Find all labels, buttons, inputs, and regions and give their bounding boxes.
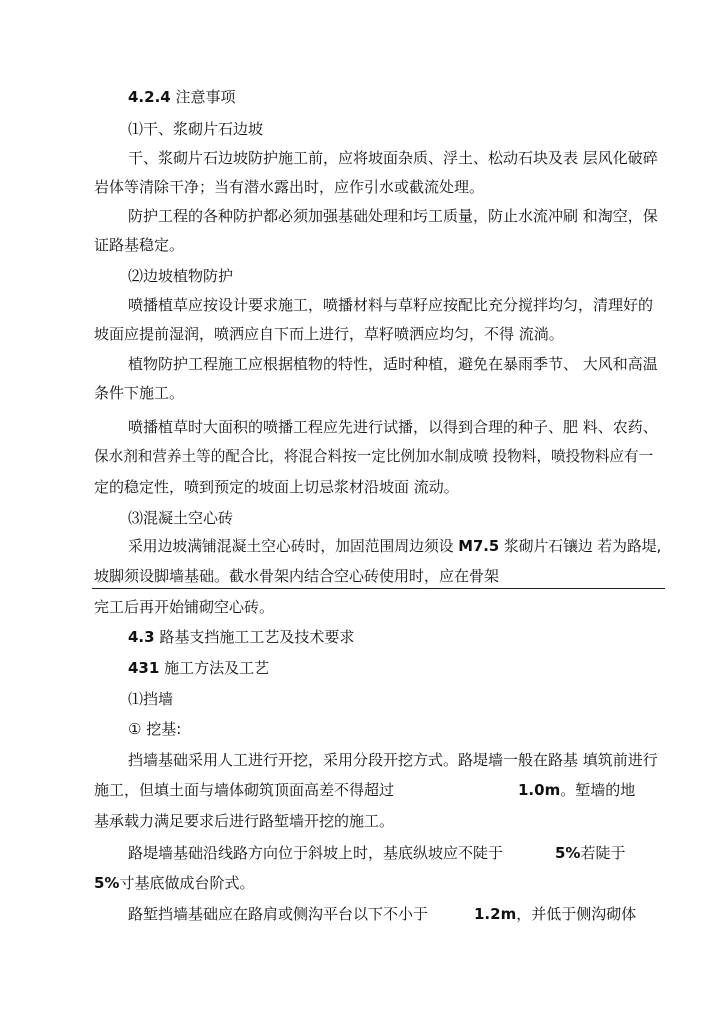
- paragraph-line: [555, 843, 625, 863]
- heading-4-3-1: [128, 658, 269, 678]
- section-title-3: ⑶混凝土空心砖: [128, 509, 234, 527]
- paragraph-line: 干、浆砌片石边坡防护施工前，应将坡面杂质、浮土、松动石块及表 层风化破碎: [128, 149, 658, 167]
- heading-number: 4.2.4: [128, 88, 171, 106]
- paragraph-line: 岩体等清除干净；当有潜水露出时，应作引水或截流处理。: [94, 178, 485, 196]
- text-run: 采用边坡满铺混凝土空心砖时，加固范围周边须设: [128, 538, 459, 555]
- heading-text: 注意事项: [175, 88, 236, 106]
- paragraph-line: 完工后再开始铺砌空心砖。: [94, 598, 275, 616]
- heading-number: 4.3: [128, 628, 155, 646]
- paragraph-line: 喷播植草应按设计要求施工，喷播材料与草籽应按配比充分搅拌均匀，清理好的: [128, 296, 654, 314]
- paragraph-line: [474, 904, 636, 924]
- section-title-4: ⑴挡墙: [128, 690, 174, 708]
- paragraph-line: 坡面应提前湿润，喷洒应自下而上进行，草籽喷洒应均匀，不得 流淌。: [94, 325, 564, 343]
- sub-title: ① 挖基:: [128, 720, 182, 738]
- text-run: 路堤墙基础沿线路方向位于斜坡上时，基底纵坡应不陡于: [128, 844, 504, 862]
- paragraph-line: [94, 873, 254, 893]
- heading-number: 431: [128, 659, 160, 677]
- section-title-1: ⑴干、浆砌片石边坡: [128, 120, 264, 138]
- text-run: 施工，但填土面与墙体砌筑顶面高差不得超过: [94, 781, 395, 799]
- paragraph-line: 证路基稳定。: [94, 236, 185, 254]
- text-run: 路堑挡墙基础应在路肩或侧沟平台以下不小于: [128, 905, 429, 923]
- text-run: 若陡于: [580, 844, 626, 862]
- horizontal-rule: [92, 588, 665, 589]
- text-run: 浆砌片石镶边 若为路堤,: [499, 538, 662, 555]
- paragraph-line: 坡脚须设脚墙基础。截水骨架内结合空心砖使用时，应在骨架: [94, 567, 500, 585]
- text-run-bold: M7.5: [458, 538, 500, 555]
- paragraph-line: 防护工程的各种防护都必须加强基础处理和圬工质量，防止水流冲刷 和淘空，保: [128, 207, 658, 225]
- paragraph-line: [94, 780, 394, 800]
- text-run: ，并低于侧沟砌体: [516, 905, 637, 923]
- text-run: 。堑墙的地: [560, 781, 636, 799]
- text-run-bold: 5%: [94, 874, 120, 892]
- paragraph-line: 保水剂和营养土等的配合比，将混合料按一定比例加水制成喷 投物料，喷投物料应有一: [94, 448, 654, 465]
- text-run-bold: 5%: [555, 844, 581, 862]
- paragraph-line: 植物防护工程施工应根据植物的特性，适时种植，避免在暴雨季节、 大风和高温: [128, 355, 658, 373]
- paragraph-line: 基承载力满足要求后进行路堑墙开挖的施工。: [94, 812, 395, 830]
- text-run-bold: 1.0m: [518, 781, 561, 799]
- paragraph-line: [128, 904, 428, 924]
- paragraph-line: [518, 780, 635, 800]
- heading-4-3: [128, 627, 354, 647]
- paragraph-line: [128, 537, 661, 557]
- paragraph-line: 定的稳定性，喷到预定的坡面上切忌浆材沿坡面 流动。: [94, 478, 459, 496]
- paragraph-line: [128, 843, 503, 863]
- paragraph-line: 挡墙基础采用人工进行开挖，采用分段开挖方式。路堤墙一般在路基 填筑前进行: [128, 751, 658, 769]
- heading-text: 施工方法及工艺: [164, 659, 270, 677]
- text-run-bold: 1.2m: [474, 905, 517, 923]
- paragraph-line: 条件下施工。: [94, 384, 185, 402]
- text-run: 寸基底做成台阶式。: [119, 874, 255, 892]
- heading-text: 路基支挡施工工艺及技术要求: [159, 628, 355, 646]
- paragraph-line: 喷播植草时大面积的喷播工程应先进行试播，以得到合理的种子、肥 料、农药、: [128, 418, 658, 436]
- heading-4-2-4: [128, 87, 236, 107]
- section-title-2: ⑵边坡植物防护: [128, 267, 234, 285]
